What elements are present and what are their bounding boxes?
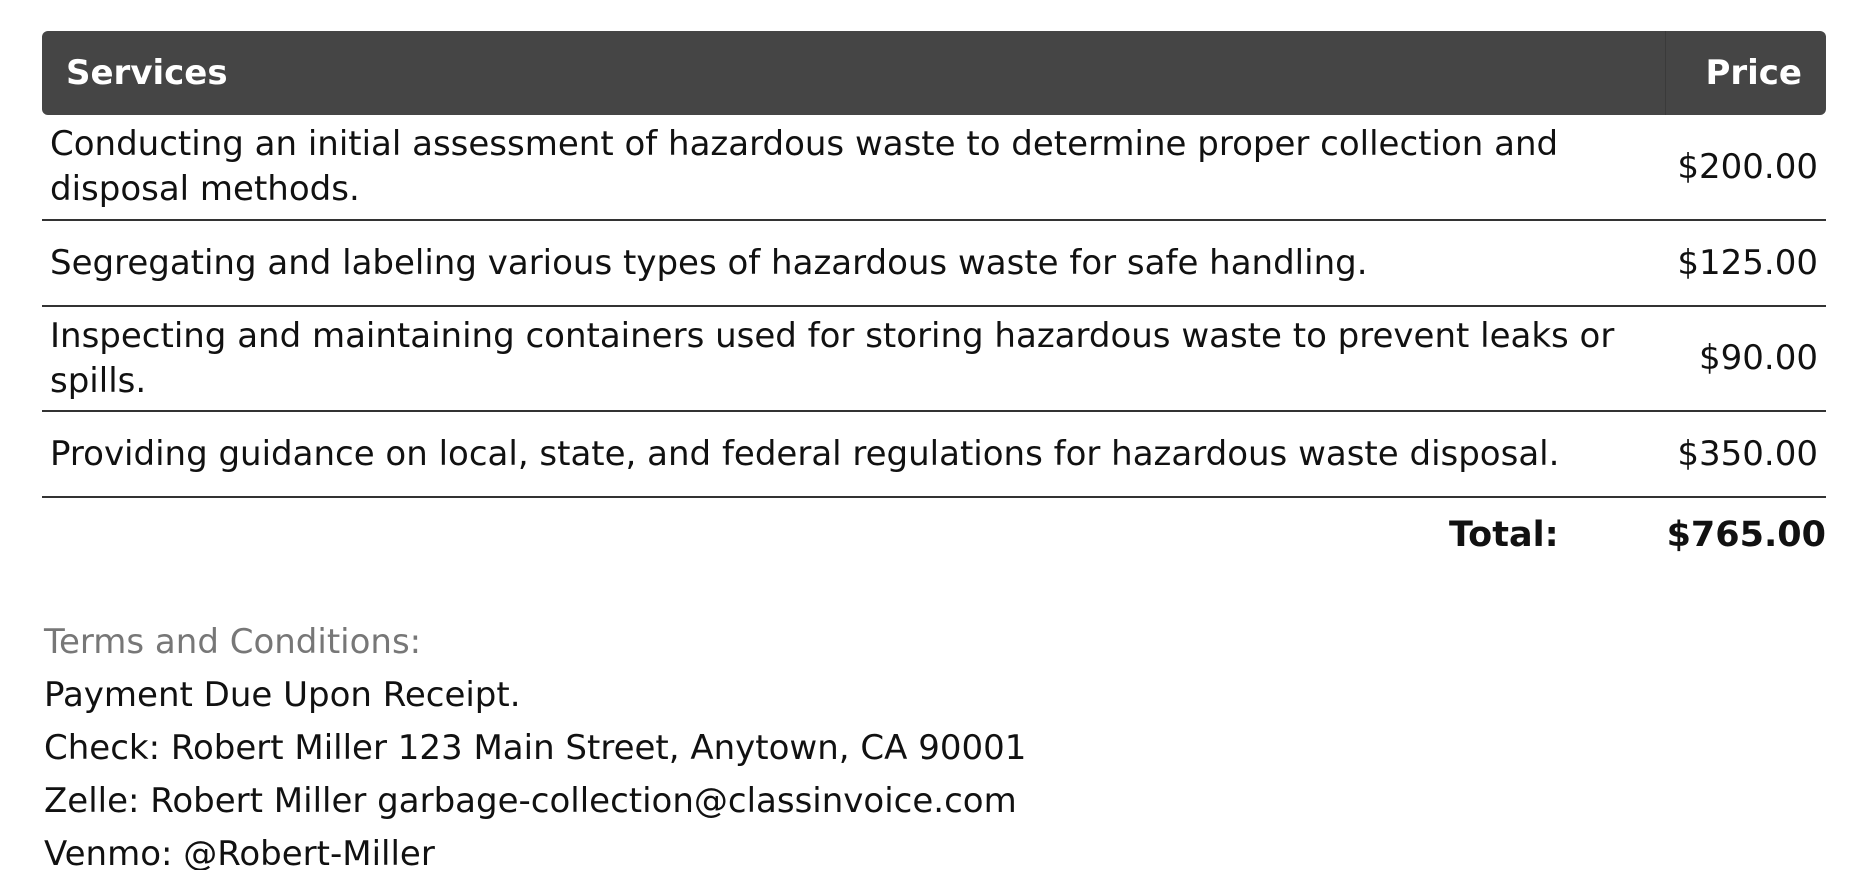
service-description: Inspecting and maintaining containers used for storing hazardous waste to prevent leaks or spills.: [42, 306, 1665, 411]
table-row: [42, 115, 1826, 220]
terms-check-info: Check: Robert Miller 123 Main Street, Anytown, CA 90001: [44, 728, 1027, 768]
service-price: $90.00: [1665, 306, 1826, 411]
total-summary: [1449, 515, 1826, 555]
service-price: $350.00: [1665, 411, 1826, 497]
table-header-row: [42, 31, 1826, 115]
service-description: Segregating and labeling various types of hazardous waste for safe handling.: [42, 220, 1665, 306]
services-table: [42, 31, 1826, 498]
service-price: $200.00: [1665, 115, 1826, 220]
terms-section: [44, 622, 1026, 870]
table-row: [42, 411, 1826, 497]
table-row: [42, 220, 1826, 306]
terms-venmo-info: Venmo: @Robert-Miller: [44, 834, 435, 870]
price-column-header: Price: [1665, 31, 1826, 115]
service-description: Conducting an initial assessment of hazardous waste to determine proper collection and disposal methods.: [42, 115, 1665, 220]
terms-zelle-info: Zelle: Robert Miller garbage-collection@classinvoice.com: [44, 781, 1017, 821]
table-row: [42, 306, 1826, 411]
terms-heading: Terms and Conditions:: [44, 622, 422, 662]
terms-payment-due: Payment Due Upon Receipt.: [44, 675, 521, 715]
service-price: $125.00: [1665, 220, 1826, 306]
total-label: Total:: [1448, 515, 1559, 555]
services-column-header: Services: [42, 31, 1665, 115]
service-description: Providing guidance on local, state, and federal regulations for hazardous waste disposal.: [42, 411, 1665, 497]
total-amount: $765.00: [1666, 515, 1826, 555]
